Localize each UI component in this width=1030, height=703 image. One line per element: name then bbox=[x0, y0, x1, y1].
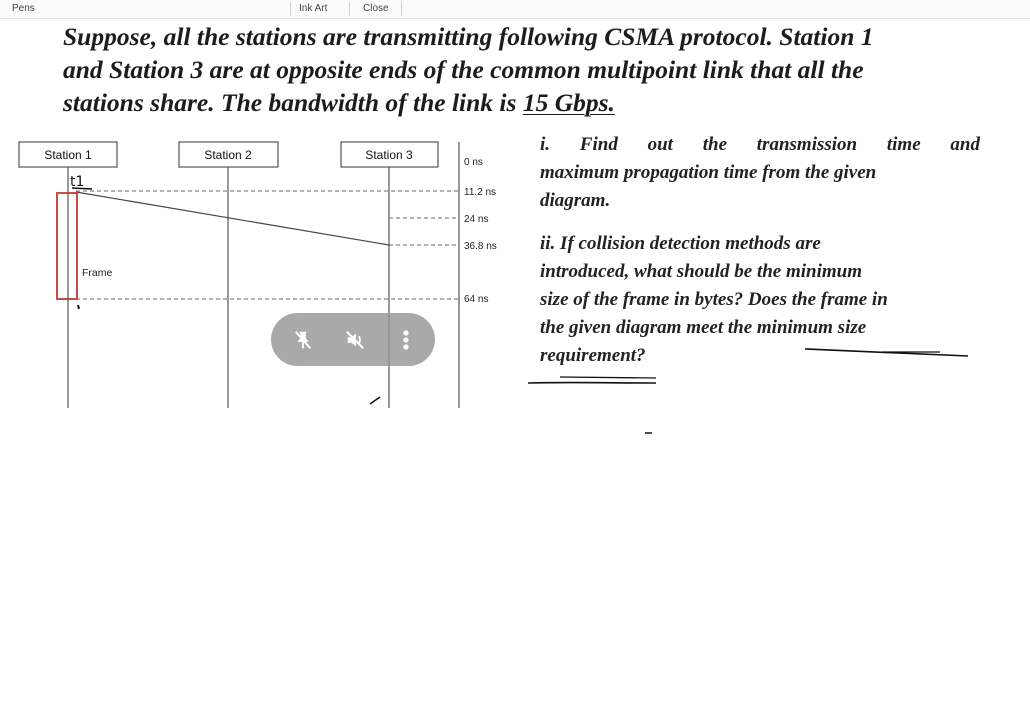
propagation-line bbox=[76, 192, 389, 245]
toolbar-divider bbox=[401, 2, 402, 16]
question-text bbox=[63, 20, 963, 119]
question-part-ii-line: requirement? bbox=[540, 345, 646, 366]
tab-close[interactable]: Close bbox=[363, 3, 389, 14]
station-3-label: Station 3 bbox=[365, 148, 413, 162]
toolbar-divider bbox=[349, 2, 350, 16]
question-line: and Station 3 are at opposite ends of the common multipoint link that all the bbox=[63, 55, 864, 84]
tab-pens[interactable]: Pens bbox=[12, 3, 35, 14]
question-part-ii-line: the given diagram meet the minimum size bbox=[540, 317, 867, 338]
pin-off-icon[interactable] bbox=[285, 313, 321, 366]
question-part-ii bbox=[540, 230, 888, 370]
handwritten-underline bbox=[72, 188, 92, 189]
question-part-i-line: diagram. bbox=[540, 190, 611, 211]
ink-tick bbox=[370, 397, 380, 404]
question-part-i-line: maximum propagation time from the given bbox=[540, 162, 877, 183]
station-2-label: Station 2 bbox=[204, 148, 252, 162]
ink-stroke bbox=[560, 377, 656, 378]
time-label: 0 ns bbox=[464, 157, 483, 168]
mute-icon[interactable] bbox=[337, 313, 373, 366]
question-line-text: stations share. The bandwidth of the link is bbox=[63, 88, 523, 117]
question-part-i-line: i. Find out the transmission time and bbox=[540, 134, 980, 155]
ink-toolbar bbox=[0, 0, 1030, 19]
bandwidth-value: 15 Gbps. bbox=[522, 88, 615, 117]
time-label: 11.2 ns bbox=[464, 187, 497, 198]
frame-rectangle bbox=[57, 193, 77, 299]
question-part-ii-line: ii. If collision detection methods are bbox=[540, 233, 821, 254]
tab-ink-art[interactable]: Ink Art bbox=[299, 3, 328, 14]
question-part-i bbox=[540, 131, 980, 215]
more-options-icon[interactable] bbox=[391, 313, 421, 366]
time-label: 64 ns bbox=[464, 294, 489, 305]
question-part-ii-line: size of the frame in bytes? Does the frame in bbox=[540, 289, 888, 310]
question-part-ii-line: introduced, what should be the minimum bbox=[540, 261, 863, 282]
question-line bbox=[63, 86, 963, 119]
ink-dot bbox=[78, 305, 79, 309]
station-1-label: Station 1 bbox=[44, 148, 92, 162]
csma-timing-diagram bbox=[0, 130, 520, 550]
frame-label: Frame bbox=[82, 267, 113, 279]
handwritten-t1: t1 bbox=[70, 174, 85, 190]
time-label: 36.8 ns bbox=[464, 241, 497, 252]
question-line: Suppose, all the stations are transmitting following CSMA protocol. Station 1 bbox=[63, 22, 874, 51]
overlay-controls bbox=[271, 313, 435, 366]
toolbar-divider bbox=[290, 2, 291, 16]
time-label: 24 ns bbox=[464, 214, 489, 225]
